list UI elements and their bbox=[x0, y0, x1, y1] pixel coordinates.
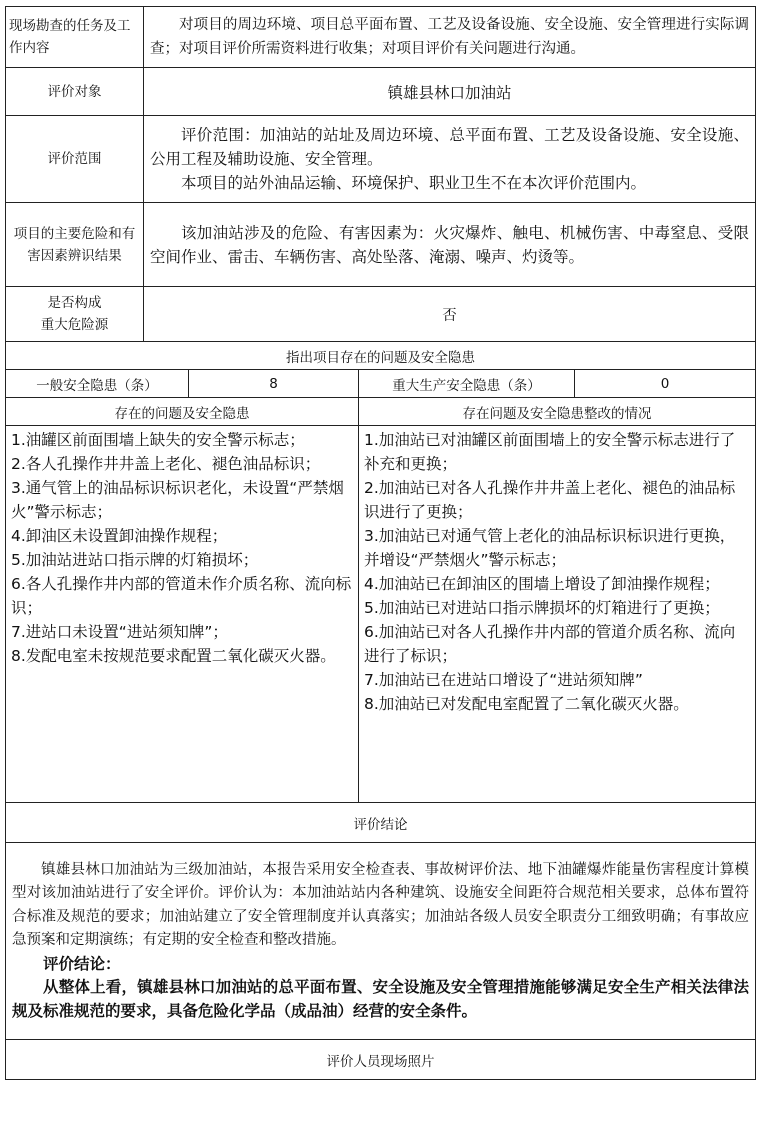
list-item: 5.加油站进站口指示牌的灯箱损坏； bbox=[11, 551, 259, 569]
survey-row bbox=[6, 7, 756, 68]
list-item: 1.油罐区前面围墙上缺失的安全警示标志； bbox=[11, 431, 305, 449]
scope-text bbox=[144, 116, 756, 203]
hazards-row bbox=[6, 203, 756, 287]
conclusion-text bbox=[6, 843, 756, 1040]
hazards-text: 该加油站涉及的危险、有害因素为：火灾爆炸、触电、机械伤害、中毒窒息、受限空间作业、雷击、车辆伤害、高处坠落、淹溺、噪声、灼烫等。 bbox=[144, 203, 756, 287]
issue-count-row bbox=[6, 370, 756, 398]
issues-detail-row bbox=[6, 426, 756, 803]
problems-list bbox=[6, 426, 359, 803]
survey-text: 对项目的周边环境、项目总平面布置、工艺及设备设施、安全设施、安全管理进行实际调查；对项目评价所需资料进行收集；对项目评价有关问题进行沟通。 bbox=[144, 7, 756, 68]
list-item: 8.发配电室未按规范要求配置二氧化碳灭火器。 bbox=[11, 647, 336, 665]
issues-title: 指出项目存在的问题及安全隐患 bbox=[6, 342, 756, 370]
major-hazard-label: 是否构成 重大危险源 bbox=[6, 287, 144, 342]
list-item: 1.加油站已对油罐区前面围墙上的安全警示标志进行了补充和更换； bbox=[364, 431, 736, 473]
problems-column-header: 存在的问题及安全隐患 bbox=[6, 398, 359, 426]
scope-row bbox=[6, 116, 756, 203]
major-hazard-row bbox=[6, 287, 756, 342]
fixes-list bbox=[359, 426, 756, 803]
list-item: 2.各人孔操作井井盖上老化、褪色油品标识； bbox=[11, 455, 321, 473]
list-item: 3.通气管上的油品标识标识老化，未设置“严禁烟火”警示标志； bbox=[11, 479, 344, 521]
scope-paragraph-1: 评价范围：加油站的站址及周边环境、总平面布置、工艺及设备设施、安全设施、公用工程及辅助设施、安全管理。 bbox=[150, 126, 749, 168]
list-item: 3.加油站已对通气管上老化的油品标识标识进行更换，并增设“严禁烟火”警示标志； bbox=[364, 527, 736, 569]
list-item: 6.加油站已对各人孔操作井内部的管道介质名称、流向进行了标识； bbox=[364, 623, 736, 665]
list-item: 5.加油站已对进站口指示牌损坏的灯箱进行了更换； bbox=[364, 599, 720, 617]
scope-label: 评价范围 bbox=[6, 116, 144, 203]
conclusion-row bbox=[6, 843, 756, 1040]
evaluation-table bbox=[5, 6, 756, 1080]
issues-title-row bbox=[6, 342, 756, 370]
list-item: 6.各人孔操作井内部的管道未作介质名称、流向标识； bbox=[11, 575, 352, 617]
fixes-column-header: 存在问题及安全隐患整改的情况 bbox=[359, 398, 756, 426]
conclusion-paragraph: 镇雄县林口加油站为三级加油站，本报告采用安全检查表、事故树评价法、地下油罐爆炸能量伤害程度计算模型对该加油站进行了安全评价。评价认为：本加油站站内各种建筑、设施安全间距符合规范相关要求，总体布置符合标准及规范的要求；加油站建立了安全管理制度并认真落实；加油站各级人员安全职责分工细致明确；有事故应急预案和定期演练；有定期的安全检查和整改措施。 bbox=[12, 861, 749, 949]
list-item: 4.加油站已在卸油区的围墙上增设了卸油操作规程； bbox=[364, 575, 720, 593]
general-hazard-count: 8 bbox=[189, 370, 359, 398]
list-item: 7.加油站已在进站口增设了“进站须知牌” bbox=[364, 671, 643, 689]
major-hazard-count-label: 重大生产安全隐患（条） bbox=[359, 370, 575, 398]
scope-paragraph-2: 本项目的站外油品运输、环境保护、职业卫生不在本次评价范围内。 bbox=[181, 174, 647, 192]
list-item: 2.加油站已对各人孔操作井井盖上老化、褪色的油品标识进行了更换； bbox=[364, 479, 736, 521]
conclusion-title-row bbox=[6, 803, 756, 843]
list-item: 8.加油站已对发配电室配置了二氧化碳灭火器。 bbox=[364, 695, 689, 713]
hazards-label: 项目的主要危险和有害因素辨识结果 bbox=[6, 203, 144, 287]
general-hazard-label: 一般安全隐患（条） bbox=[6, 370, 189, 398]
major-hazard-count: 0 bbox=[575, 370, 756, 398]
list-item: 4.卸油区未设置卸油操作规程； bbox=[11, 527, 228, 545]
photos-row bbox=[6, 1040, 756, 1080]
survey-label: 现场勘查的任务及工作内容 bbox=[6, 7, 144, 68]
conclusion-summary: 从整体上看，镇雄县林口加油站的总平面布置、安全设施及安全管理措施能够满足安全生产相关法律法规及标准规范的要求，具备危险化学品（成品油）经营的安全条件。 bbox=[12, 978, 749, 1020]
issues-header-row bbox=[6, 398, 756, 426]
major-hazard-value: 否 bbox=[144, 287, 756, 342]
conclusion-heading: 评价结论： bbox=[43, 954, 121, 973]
photos-title: 评价人员现场照片 bbox=[6, 1040, 756, 1080]
list-item: 7.进站口未设置“进站须知牌”； bbox=[11, 623, 228, 641]
object-row bbox=[6, 68, 756, 116]
object-label: 评价对象 bbox=[6, 68, 144, 116]
conclusion-title: 评价结论 bbox=[6, 803, 756, 843]
evaluation-report-page bbox=[5, 6, 755, 1080]
object-value: 镇雄县林口加油站 bbox=[144, 68, 756, 116]
